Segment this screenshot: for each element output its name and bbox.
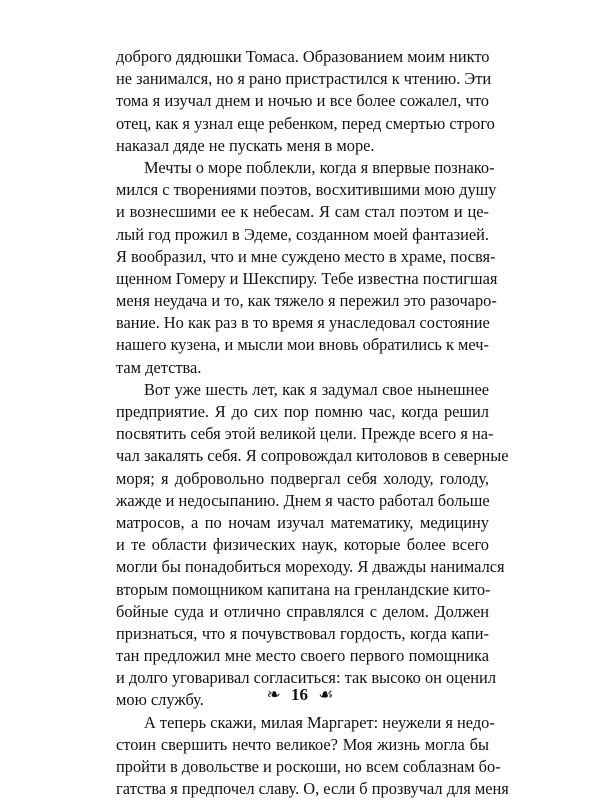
fleuron-right-icon: ☙ bbox=[318, 685, 334, 705]
text-line: жажде и недосыпанию. Днем я часто работал больше bbox=[116, 490, 490, 510]
page-number: 16 bbox=[291, 685, 308, 705]
paragraph bbox=[116, 46, 495, 157]
text-line: чал закалять себя. Я сопровождал китоловов в северные bbox=[116, 446, 509, 466]
text-line: посвятить себя этой великой цели. Прежде всего я на- bbox=[116, 424, 494, 444]
text-line: гатства я предпочел славу. О, если б прозвучал для меня bbox=[116, 779, 509, 799]
paragraph bbox=[116, 712, 509, 800]
text-line: тома я изучал днем и ночью и все более сожалел, что bbox=[116, 91, 489, 111]
text-line: наказал дяде не пускать меня в море. bbox=[116, 135, 375, 155]
text-line: нашего кузена, и мысли мои вновь обратились к меч- bbox=[116, 335, 489, 355]
text-line: и долго уговаривал согласиться: так высоко он оценил bbox=[116, 668, 497, 688]
text-line: Мечты о море поблекли, когда я впервые познако- bbox=[144, 157, 495, 177]
text-line: щенном Гомеру и Шекспиру. Тебе известна постигшая bbox=[116, 268, 498, 288]
text-line: доброго дядюшки Томаса. Образованием моим никто bbox=[116, 47, 490, 66]
text-line: признаться, что я почувствовал гордость, когда капи- bbox=[116, 623, 489, 643]
text-line: тан предложил мне место своего первого помощника bbox=[116, 646, 489, 666]
paragraph bbox=[116, 157, 498, 379]
page-folio bbox=[0, 683, 600, 706]
text-line: отец, как я узнал еще ребенком, перед смертью строго bbox=[116, 113, 495, 133]
text-line: Я вообразил, что и мне суждено место в храме, посвя- bbox=[116, 246, 496, 266]
text-line: там детства. bbox=[116, 357, 202, 377]
text-line: не занимался, но я рано пристрастился к чтению. Эти bbox=[116, 69, 492, 89]
text-line: А теперь скажи, милая Маргарет: неужели я недо- bbox=[144, 712, 495, 732]
fleuron-left-icon: ❧ bbox=[266, 685, 281, 705]
text-line: предприятие. Я до сих пор помню час, когда решил bbox=[116, 402, 489, 421]
text-line: пройти в довольстве и роскоши, но всем соблазнам бо- bbox=[116, 757, 501, 776]
text-line: лый год прожил в Эдеме, созданном моей фантазией. bbox=[116, 224, 489, 244]
text-line: матросов, а по ночам изучал математику, медицину bbox=[116, 512, 489, 532]
paragraph bbox=[116, 379, 509, 712]
text-line: бойные суда и отлично справлялся с делом. Должен bbox=[116, 601, 489, 621]
text-line: моря; я добровольно подвергал себя холоду, голоду, bbox=[116, 468, 489, 488]
text-line: могли бы понадобиться мореходу. Я дважды нанимался bbox=[116, 557, 505, 577]
text-line: меня неудача и то, как тяжело я пережил это разочаро- bbox=[116, 291, 497, 311]
text-line: мою службу. bbox=[116, 690, 204, 710]
text-line: вторым помощником капитана на гренландские кито- bbox=[116, 579, 491, 599]
text-line: и те области физических наук, которые более всего bbox=[116, 535, 489, 555]
text-line: вание. Но как раз в то время я унаследовал состояние bbox=[116, 313, 490, 333]
text-line: стоин свершить нечто великое? Моя жизнь могла бы bbox=[116, 734, 489, 754]
text-line: и вознесшими ее к небесам. Я сам стал поэтом и це- bbox=[116, 202, 489, 222]
text-line: Вот уже шесть лет, как я задумал свое нынешнее bbox=[144, 379, 489, 399]
text-line: мился с творениями поэтов, восхитившими мою душу bbox=[116, 180, 497, 200]
